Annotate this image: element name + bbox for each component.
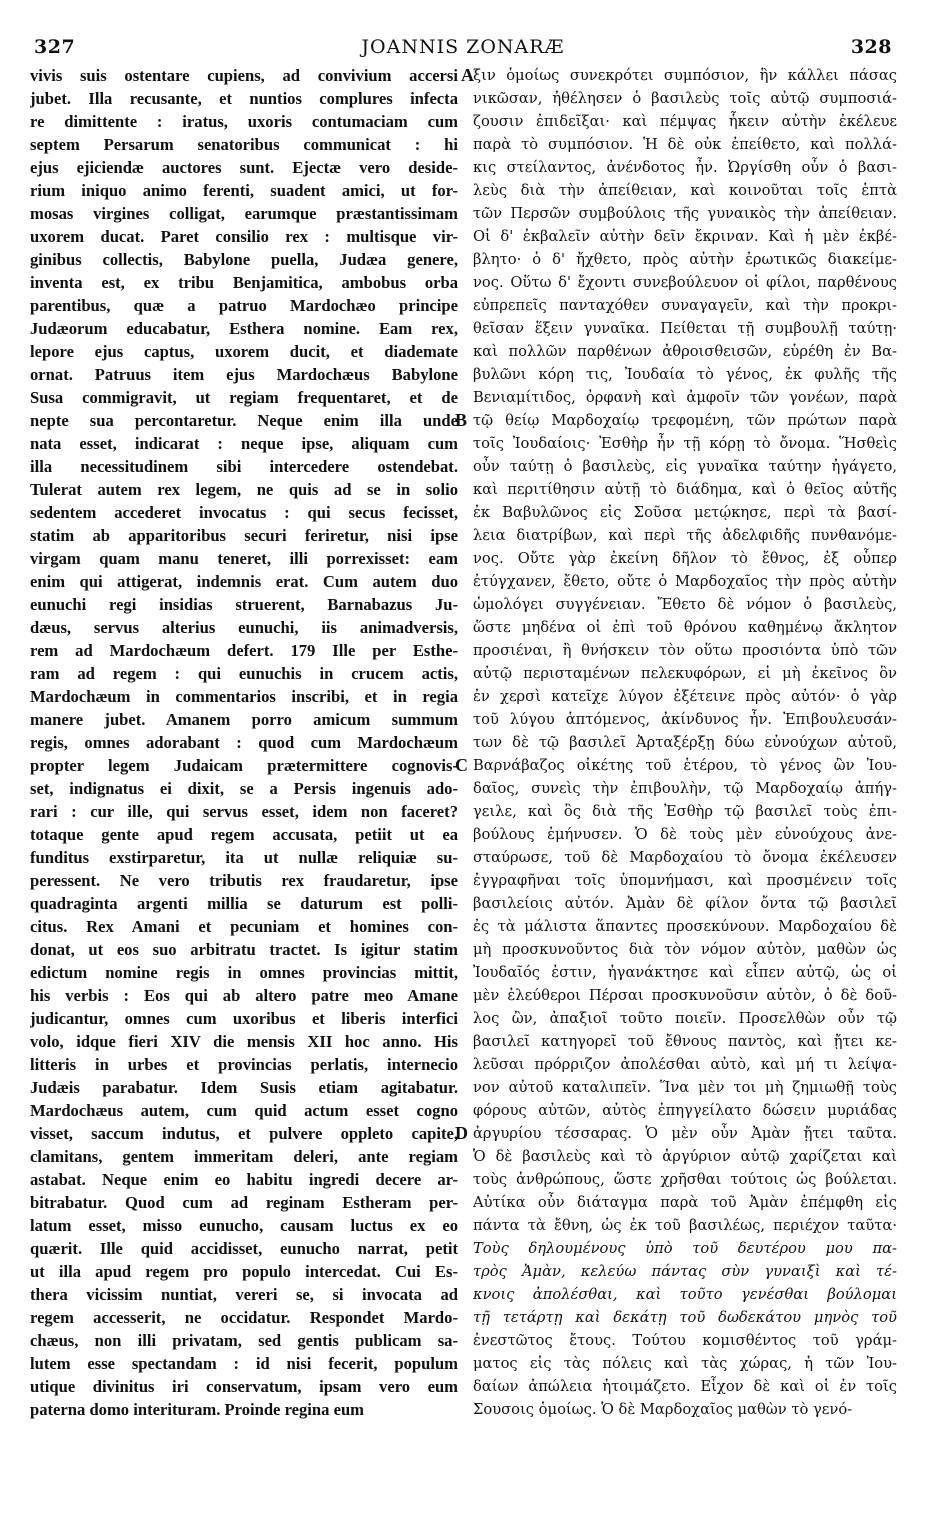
margin-marker-b: B — [455, 410, 468, 430]
text-line: illa necessitudinem sibi intercedere ostendebat. — [30, 457, 458, 476]
text-line: inventa est, ex tribu Benjamitica, ambobus orba — [30, 273, 458, 292]
text-line: ὥστε μηδένα οἱ ἐπὶ τοῦ θρόνου καθημένῳ ἄκλητον — [473, 619, 897, 636]
text-line: εὐπρεπεῖς πανταχόθεν συναγαγεῖν, καὶ τὴν προκρι- — [473, 297, 897, 314]
text-line: totaque gente apud regem accusata, petiit ut ea — [30, 825, 458, 844]
text-line: dæus, servus alterius eunuchi, iis animadversis, — [30, 618, 458, 637]
text-line: funditus exstirparetur, ita ut nullæ reliquiæ su- — [30, 848, 458, 867]
text-line: Βαρνάβαζος οἰκέτης τοῦ ἑτέρου, τὸ γένος ὢν Ἰου- — [473, 757, 897, 774]
text-line: nata esset, indicarat : neque ipse, aliquam cum — [30, 434, 458, 453]
text-line: βλητο· ὁ δ' ἤχθετο, πρὸς αὐτὴν ἐρωτικῶς διακείμε- — [473, 251, 897, 268]
text-line: volo, idque fieri XIV die mensis XII hoc anno. His — [30, 1032, 458, 1051]
text-line: λεῦσαι πρόρριζον ἀπολέσθαι αὐτὸ, καὶ μή τι λείψα- — [473, 1056, 897, 1073]
text-line: ἐτύγχανεν, ἔθετο, οὔτε ὁ Μαρδοχαῖος τὴν πρὸς αὐτὴν — [473, 573, 897, 590]
text-line: Τοὺς δηλουμένους ὑπὸ τοῦ δευτέρου μου πα- — [473, 1240, 897, 1257]
text-line: αὐτῷ περισταμένων πελεκυφόρων, εἰ μὴ ἐκεῖνος ὃν — [473, 665, 897, 682]
text-line: donat, ut eos suo arbitratu tractet. Is igitur statim — [30, 940, 458, 959]
text-line: φόρους αὐτῶν, αὐτὸς ἐπηγγείλατο δώσειν μυριάδας — [473, 1102, 897, 1119]
text-line: litteris in urbes et provincias perlatis, internecio — [30, 1055, 458, 1074]
margin-marker-a: A — [461, 65, 474, 85]
text-line: λεια διατρίβων, καὶ περὶ τῆς ἀδελφιδῆς πυνθανόμε- — [473, 527, 897, 544]
text-line: Susa commigravit, ut regiam frequentaret, et de — [30, 388, 458, 407]
text-line: chæus, non illi privatam, sed gentis publicam sa- — [30, 1331, 458, 1350]
text-line: mosas virgines colligat, earumque præstantissimam — [30, 204, 458, 223]
text-line: τῷ θείῳ Μαρδοχαίῳ τρεφομένη, τῶν πρώτων παρὰ — [473, 412, 897, 429]
latin-text-column — [30, 64, 458, 1534]
text-line: ξιν ὁμοίως συνεκρότει συμπόσιον, ἣν κάλλει πάσας — [473, 67, 897, 84]
text-line: λος ὢν, ἀπαξιοῖ τοῦτο ποιεῖν. Προσελθὼν οὖν τῷ — [473, 1010, 897, 1027]
text-line: τῶν Περσῶν συμβούλοις τῆς γυναικὸς τὴν ἀπείθειαν. — [473, 205, 897, 222]
text-line: ἐγγραφῆναι τοῖς ὑπομνήμασι, καὶ προσμένειν τοῖς — [473, 872, 897, 889]
text-line: τοῦ λύγου ἁπτόμενος, ἀκίνδυνος ἦν. Ἐπιβουλευσάν- — [473, 711, 897, 728]
text-line: Αὐτίκα οὖν διάταγμα παρὰ τοῦ Ἀμὰν ἐπέμφθη εἰς — [473, 1194, 897, 1211]
text-line: καὶ πολλῶν παρθένων ἀθροισθεισῶν, εὑρέθη ἐν Βα- — [473, 343, 897, 360]
greek-text-column — [473, 64, 897, 1534]
text-line: rium iniquo animo ferenti, suadent amici, ut for- — [30, 181, 458, 200]
text-line: latum esset, misso eunucho, causam luctus ex eo — [30, 1216, 458, 1235]
text-line: μὲν ἐλεύθεροι Πέρσαι προσκυνοῦσιν αὐτὸν, ὁ δὲ δοῦ- — [473, 987, 897, 1004]
text-line: τρὸς Ἀμὰν, κελεύω πάντας σὺν γυναιξὶ καὶ τέ- — [473, 1263, 897, 1280]
text-line: nepte sua percontaretur. Neque enim illa unde — [30, 411, 458, 430]
text-line: νικῶσαν, ἠθέλησεν ὁ βασιλεὺς τοῖς αὐτῷ συμποσιά- — [473, 90, 897, 107]
text-line: δαίων ἀπώλεια ἡτοιμάζετο. Εἶχον δὲ καὶ οἱ ἐν τοῖς — [473, 1378, 897, 1395]
text-line: μὴ προσκυνοῦντος διὰ τὸν νόμον αὐτὸν, μαθὼν ὡς — [473, 941, 897, 958]
text-line: Mardochæus autem, cum quid actum esset cogno — [30, 1101, 458, 1120]
text-line: judicantur, omnes cum uxoribus et liberis interfici — [30, 1009, 458, 1028]
text-line: lutem esse spectandam : id nisi fecerit, populum — [30, 1354, 458, 1373]
text-line: ἀργυρίου τέσσαρας. Ὁ μὲν οὖν Ἀμὰν ᾔτει ταῦτα. — [473, 1125, 897, 1142]
text-line: οὖν ταύτῃ ὁ βασιλεὺς, εἰς γυναῖκα ταύτην ἠγάγετο, — [473, 458, 897, 475]
text-line: vivis suis ostentare cupiens, ad convivium accersi — [30, 66, 458, 85]
page-number-right: 328 — [850, 36, 892, 58]
text-line: ram ad regem : qui eunuchis in crucem actis, — [30, 664, 458, 683]
text-line: lepore ejus captus, uxorem ducit, et diademate — [30, 342, 458, 361]
text-line: manere jubet. Amanem porro amicum summum — [30, 710, 458, 729]
text-line: νος. Οὕτω δ' ἔχοντι συνεβούλευον οἱ φίλοι, παρθένους — [473, 274, 897, 291]
text-line: eunuchi regi insidias struerent, Barnabazus Ju- — [30, 595, 458, 614]
margin-marker-d: D — [455, 1123, 468, 1143]
text-line: set, indignatus ei dixit, se a Persis ingenuis ado- — [30, 779, 458, 798]
text-line: parentibus, quæ a patruo Mardochæo principe — [30, 296, 458, 315]
text-line: κνοις ἀπολέσθαι, καὶ τοῦτο γενέσθαι βούλομαι — [473, 1286, 897, 1303]
text-line: παρὰ τὸ συμπόσιον. Ἡ δὲ οὐκ ἐπείθετο, καὶ πολλά- — [473, 136, 897, 153]
text-line: propter legem Judaicam prætermittere cognovis- — [30, 756, 458, 775]
running-title: JOANNIS ZONARÆ — [361, 36, 565, 58]
text-line: προσιέναι, ἢ θνήσκειν τὸν οὕτω προσιόντα ὑπὸ τῶν — [473, 642, 897, 659]
text-line: re dimittente : iratus, uxoris contumaciam cum — [30, 112, 458, 131]
text-line: regis, omnes adorabant : quod cum Mardochæum — [30, 733, 458, 752]
text-line: Tulerat autem rex legem, ne quis ad se in solio — [30, 480, 458, 499]
page-header — [0, 36, 926, 62]
text-line: δαῖος, συνεὶς τὴν ἐπιβουλὴν, τῷ Μαρδοχαίῳ ἀπήγ- — [473, 780, 897, 797]
text-line: ἐνεστῶτος ἔτους. Τούτου κομισθέντος τοῦ γράμ- — [473, 1332, 897, 1349]
text-line: βυλῶνι κόρη τις, Ἰουδαία τὸ γένος, ἐκ φυλῆς τῆς — [473, 366, 897, 383]
text-line: quærit. Ille quid accidisset, eunucho narrat, petit — [30, 1239, 458, 1258]
text-line: edictum nomine regis in omnes provincias mittit, — [30, 963, 458, 982]
text-line: τῇ τετάρτῃ καὶ δεκάτῃ τοῦ δωδεκάτου μηνὸς τοῦ — [473, 1309, 897, 1326]
text-line: Judæorum educabatur, Esthera nomine. Eam rex, — [30, 319, 458, 338]
text-line: ἐν χερσὶ κατεῖχε λύγον ἐξέτεινε πρὸς αὐτόν· ὁ γὰρ — [473, 688, 897, 705]
text-line: ἐκ Βαβυλῶνος εἰς Σοῦσα μετῴκησε, περὶ τὰ βασί- — [473, 504, 897, 521]
text-line: Judæis parabatur. Idem Susis etiam agitabatur. — [30, 1078, 458, 1097]
text-line: ornat. Patruus item ejus Mardochæus Babylone — [30, 365, 458, 384]
text-line: astabat. Neque enim eo habitu ingredi decere ar- — [30, 1170, 458, 1189]
text-line: λεὺς διὰ τὴν ἀπείθειαν, καὶ κοινοῦται τοῖς ἑπτὰ — [473, 182, 897, 199]
text-line: Ἰουδαῖός ἐστιν, ἠγανάκτησε καὶ εἶπεν αὐτῷ, ὡς οἱ — [473, 964, 897, 981]
page-number-left: 327 — [34, 36, 76, 58]
text-line: πάντα τὰ ἔθνη, ὡς ἐκ τοῦ βασιλέως, περιέχον ταῦτα· — [473, 1217, 897, 1234]
text-line: paterna domo interituram. Proinde regina eum — [30, 1400, 364, 1419]
text-line: thera vicissim nuntiat, vereri se, si invocata ad — [30, 1285, 458, 1304]
text-line: clamitans, gentem immeritam deleri, ante regiam — [30, 1147, 458, 1166]
text-line: bitrabatur. Quod cum ad reginam Estheram per- — [30, 1193, 458, 1212]
text-line: ut illa apud regem pro populo intercedat. Cui Es- — [30, 1262, 458, 1281]
text-line: quadraginta argenti millia se daturum est polli- — [30, 894, 458, 913]
text-line: τοῖς Ἰουδαίοις· Ἐσθὴρ ἦν τῇ κόρῃ τὸ ὄνομα. Ἥσθεὶς — [473, 435, 897, 452]
text-line: τοὺς ἀνθρώπους, ὥστε χρῆσθαι τούτοις ὡς βούλεται. — [473, 1171, 897, 1188]
text-line: jubet. Illa recusante, et nuntios complures infecta — [30, 89, 458, 108]
text-line: his verbis : Eos qui ab altero patre meo Amane — [30, 986, 458, 1005]
text-line: βασιλείοις αὐτόν. Ἀμὰν δὲ φίλον ὄντα τῷ βασιλεῖ — [473, 895, 897, 912]
text-line: utique divinitus iri conservatum, ipsam vero eum — [30, 1377, 458, 1396]
text-line: septem Persarum senatoribus communicat : hi — [30, 135, 458, 154]
text-line: Mardochæum in commentarios inscribi, et in regia — [30, 687, 458, 706]
margin-marker-c: C — [455, 755, 468, 775]
text-line: regem accesserit, ne occidatur. Respondet Mardo- — [30, 1308, 458, 1327]
text-line: βούλους ἐμήνυσεν. Ὁ δὲ τοὺς μὲν εὐνούχους ἀνε- — [473, 826, 897, 843]
text-line: Ὁ δὲ βασιλεὺς καὶ τὸ ἀργύριον αὐτῷ χαρίζεται καὶ — [473, 1148, 897, 1165]
text-line: γειλε, καὶ ὃς διὰ τῆς Ἐσθὴρ τῷ βασιλεῖ τοὺς ἐπι- — [473, 803, 897, 820]
text-line: κις στείλαντος, ἀνένδοτος ἦν. Ὠργίσθη οὖν ὁ βασι- — [473, 159, 897, 176]
text-line: ejus ejiciendæ auctores sunt. Ejectæ vero deside- — [30, 158, 458, 177]
text-line: των δὲ τῷ βασιλεῖ Ἀρταξέρξῃ δύω εὐνούχων αὐτοῦ, — [473, 734, 897, 751]
text-line: ζουσιν ἐπιδεῖξαι· καὶ πέμψας ἧκειν αὐτὴν ἐκέλευε — [473, 113, 897, 130]
text-line: peressent. Ne vero tributis rex fraudaretur, ipse — [30, 871, 458, 890]
text-line: virgam quam manu teneret, illi porrexisset: eam — [30, 549, 458, 568]
text-line: Οἱ δ' ἐκβαλεῖν αὐτὴν δεῖν ἔκριναν. Καὶ ἡ μὲν ἐκβέ- — [473, 228, 897, 245]
text-line: βασιλεῖ κατηγορεῖ τοῦ ἔθνους παντὸς, καὶ ᾔτει κε- — [473, 1033, 897, 1050]
text-line: θεῖσαν ἕξειν γυναῖκα. Πείθεται τῇ συμβουλῇ ταύτῃ· — [473, 320, 897, 337]
text-line: uxorem ducat. Paret consilio rex : multisque vir- — [30, 227, 458, 246]
text-line: enim qui attigerat, indemnis erat. Cum autem duo — [30, 572, 458, 591]
text-line: σταύρωσε, τοῦ δὲ Μαρδοχαίου τὸ ὄνομα ἐκέλευσεν — [473, 849, 897, 866]
text-line: sedentem accederet invocatus : qui secus fecisset, — [30, 503, 458, 522]
text-line: καὶ περιτίθησιν αὐτῇ τὸ διάδημα, καὶ ὁ θεῖος αὐτῆς — [473, 481, 897, 498]
text-line: Σουσοις ὁμοίως. Ὁ δὲ Μαρδοχαῖος μαθὼν τὸ γενό- — [473, 1401, 853, 1418]
text-line: rari : cur ille, qui servus esset, idem non faceret? — [30, 802, 458, 821]
text-line: ὡμολόγει συγγένειαν. Ἔθετο δὲ νόμον ὁ βασιλεὺς, — [473, 596, 897, 613]
text-line: ἐς τὰ μάλιστα ἅπαντες προσεκύνουν. Μαρδοχαίου δὲ — [473, 918, 897, 935]
text-line: visset, saccum indutus, et pulvere oppleto capite, — [30, 1124, 458, 1143]
text-line: νον αὐτοῦ καταλιπεῖν. Ἵνα μὲν τοι μὴ ζημιωθῇ τοὺς — [473, 1079, 897, 1096]
text-line: statim ab apparitoribus securi feriretur, nisi ipse — [30, 526, 458, 545]
text-line: rem ad Mardochæum defert. 179 Ille per Esthe- — [30, 641, 458, 660]
text-line: νος. Οὔτε γὰρ ἐκείνη δῆλον τὸ ἔθνος, ἐξ οὗπερ — [473, 550, 897, 567]
text-line: ginibus collectis, Babylone puella, Judæa genere, — [30, 250, 458, 269]
text-line: citus. Rex Amani et pecuniam et homines con- — [30, 917, 458, 936]
text-line: ματος εἰς τὰς πόλεις καὶ τὰς χώρας, ἡ τῶν Ἰου- — [473, 1355, 897, 1372]
text-line: Βενιαμίτιδος, ὀρφανὴ καὶ ἀμφοῖν τῶν γονέων, παρὰ — [473, 389, 897, 406]
